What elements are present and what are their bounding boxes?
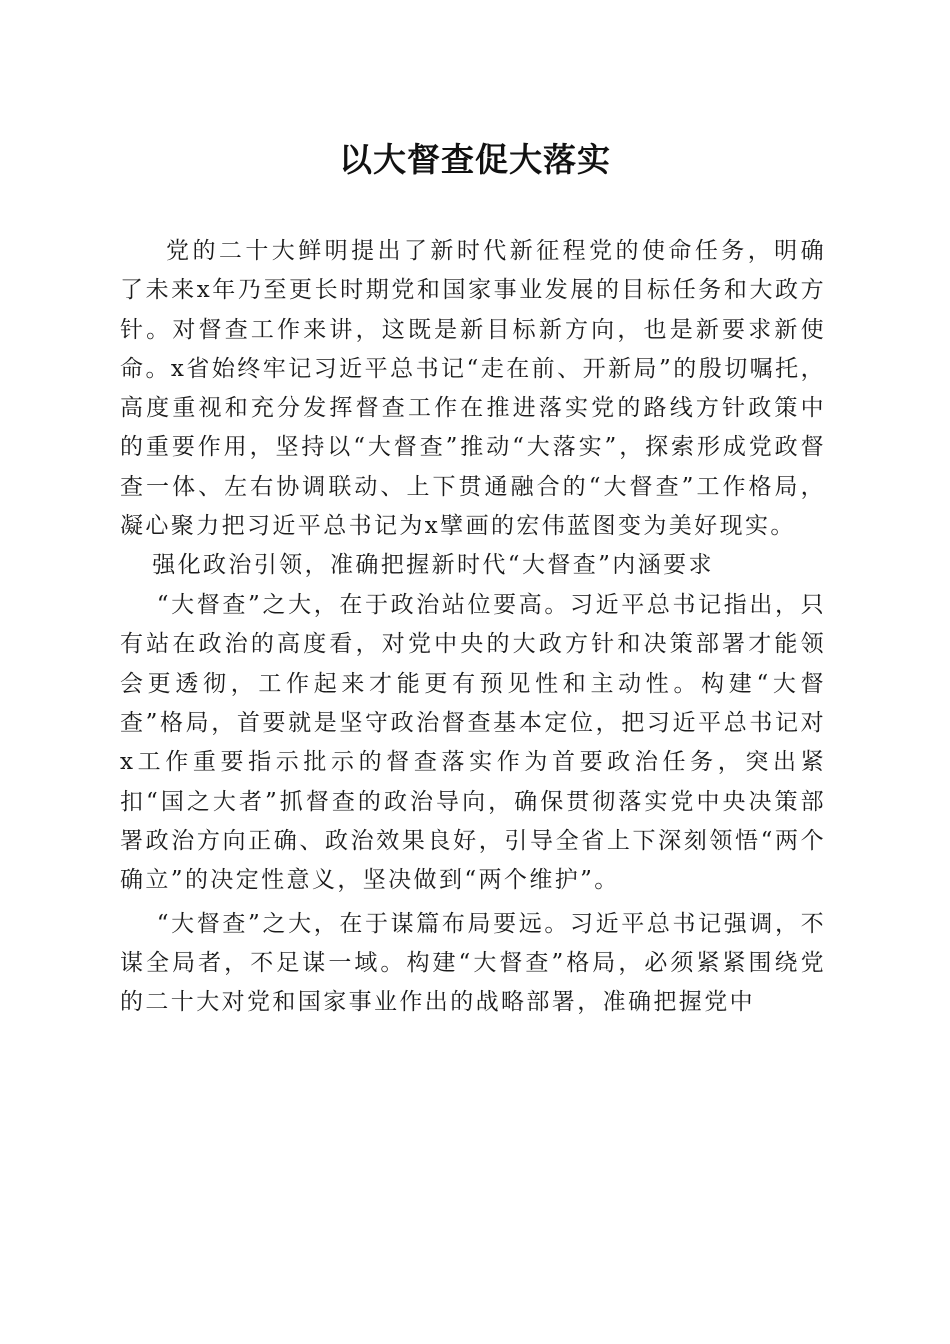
paragraph-intro: 党的二十大鲜明提出了新时代新征程党的使命任务，明确了未来x年乃至更长时期党和国家事业发展的目标任务和大政方针。对督查工作来讲，这既是新目标新方向，也是新要求新使命。x省始终牢记习近平总书记“走在前、开新局”的殷切嘱托，高度重视和充分发挥督查工作在推进落实党的路线方针政策中的重要作用，坚持以“大督查”推动“大落实”，探索形成党政督查一体、左右协调联动、上下贯通融合的“大督查”工作格局，凝心聚力把习近平总书记为x擘画的宏伟蓝图变为美好现实。 xyxy=(120,238,826,540)
paragraph-planning-layout: “大督查”之大，在于谋篇布局要远。习近平总书记强调，不谋全局者，不足谋一域。构建“大督查”格局，必须紧紧围绕党的二十大对党和国家事业作出的战略部署，准确把握党中 xyxy=(120,910,826,1016)
document-body xyxy=(120,232,826,1022)
page-title: 以大督查促大落实 xyxy=(339,140,611,179)
paragraph-political-stance: “大督查”之大，在于政治站位要高。习近平总书记指出，只有站在政治的高度看，对党中央的大政方针和决策部署才能领会更透彻，工作起来才能更有预见性和主动性。构建“大督查”格局，首要就是坚守政治督查基本定位，把习近平总书记对x工作重要指示批示的督查落实作为首要政治任务，突出紧扣“国之大者”抓督查的政治导向，确保贯彻落实党中央决策部署政治方向正确、政治效果良好，引导全省上下深刻领悟“两个确立”的决定性意义，坚决做到“两个维护”。 xyxy=(120,592,826,894)
section-heading: 强化政治引领，准确把握新时代“大督查”内涵要求 xyxy=(152,552,714,579)
